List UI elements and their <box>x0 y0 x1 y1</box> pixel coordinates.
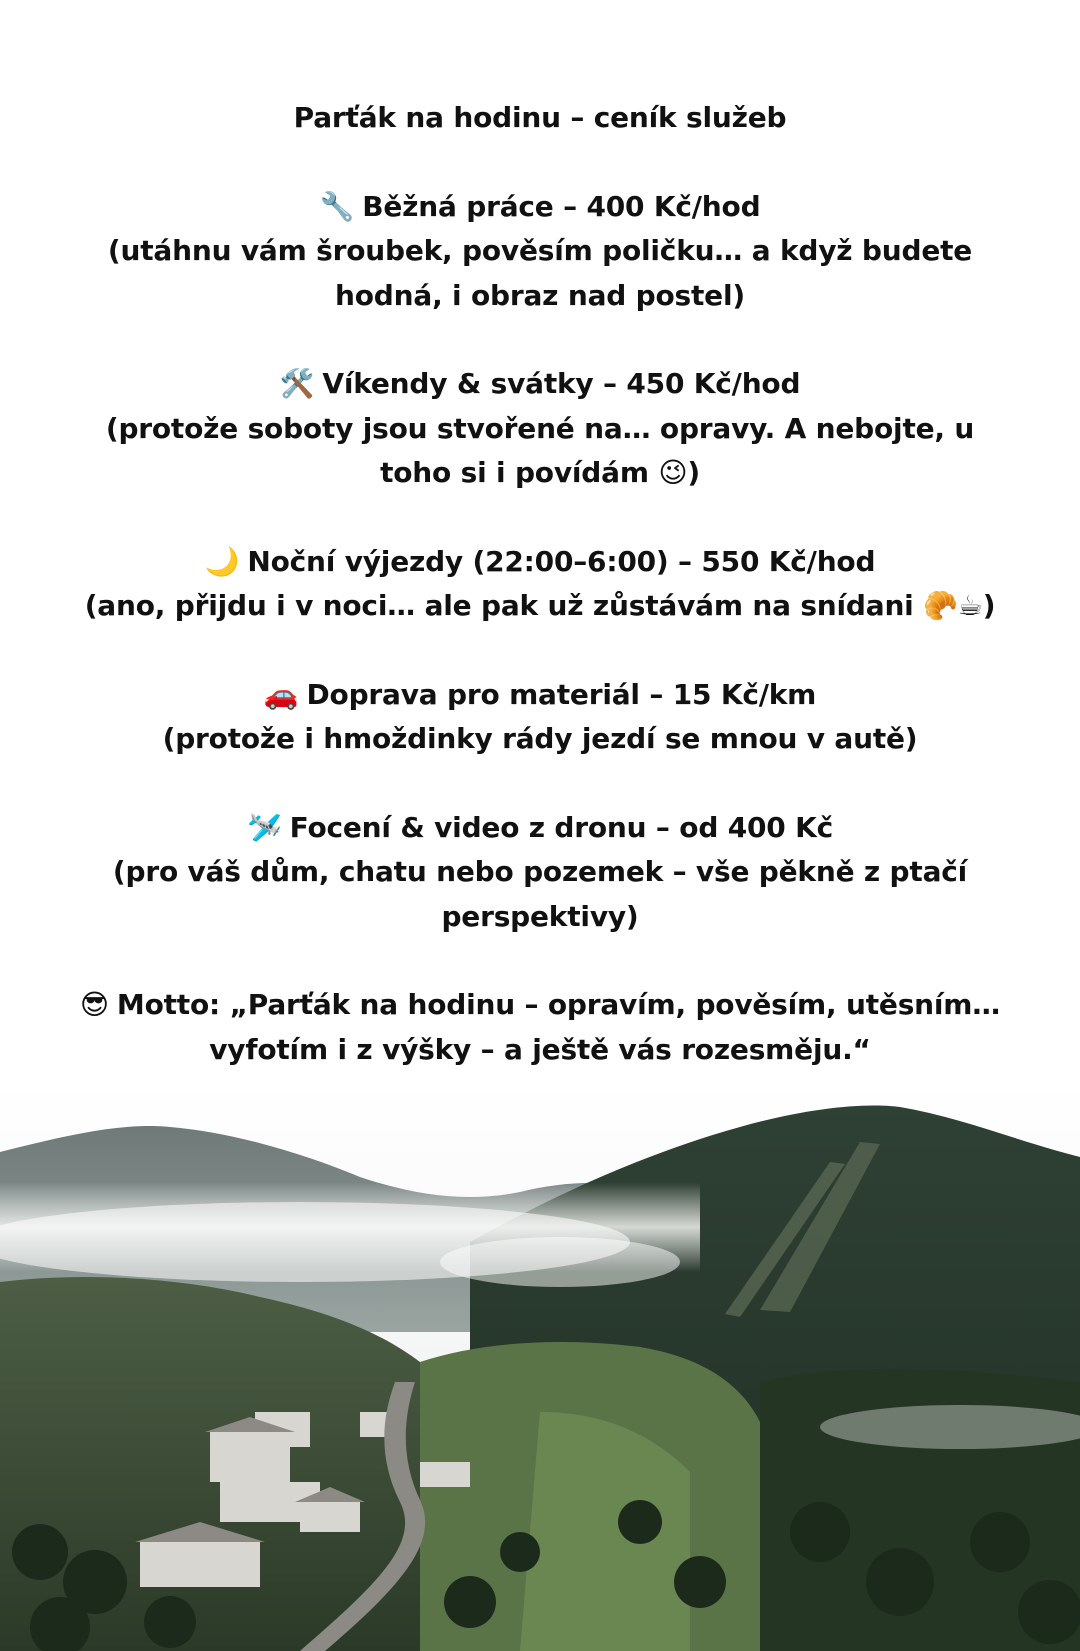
service-description-line: (utáhnu vám šroubek, pověsím poličku… a když budete <box>107 234 973 267</box>
hammer-and-wrench-icon: 🛠️ <box>279 367 315 400</box>
service-weekends <box>60 362 1020 496</box>
service-heading: 🛩️ Focení & video z dronu – od 400 Kč <box>60 806 1020 851</box>
service-transport <box>60 673 1020 762</box>
service-description-line: (pro váš dům, chatu nebo pozemek – vše pěkně z ptačí <box>112 855 968 888</box>
wrench-icon: 🔧 <box>319 189 355 223</box>
service-heading: 🚗 Doprava pro materiál – 15 Kč/km <box>60 673 1020 718</box>
service-heading: 🛠️ Víkendy & svátky – 450 Kč/hod <box>60 362 1020 407</box>
price-list <box>60 96 1020 1072</box>
motto-section <box>60 983 1020 1072</box>
aerial-mountain-valley-photo <box>0 1082 1080 1651</box>
sunglasses-face-icon: 😎 <box>79 988 109 1021</box>
car-icon: 🚗 <box>263 677 299 711</box>
service-drone <box>60 806 1020 940</box>
service-regular-work <box>60 185 1020 319</box>
crescent-moon-icon: 🌙 <box>204 544 240 578</box>
service-description-line: toho si i povídám 😉) <box>380 456 700 489</box>
service-heading: 🔧 Běžná práce – 400 Kč/hod <box>60 185 1020 230</box>
page-title: Parťák na hodinu – ceník služeb <box>293 101 787 134</box>
service-description-line: (ano, přijdu i v noci… ale pak už zůstávám na snídani 🥐☕) <box>84 589 996 622</box>
service-description-line: hodná, i obraz nad postel) <box>335 278 745 312</box>
service-description-line: (protože soboty jsou stvořené na… opravy. A nebojte, u <box>105 411 975 445</box>
service-description-line: (protože i hmoždinky rády jezdí se mnou v autě) <box>162 722 918 755</box>
motto-line: 😎 Motto: „Parťák na hodinu – opravím, pověsím, utěsním… <box>60 983 1020 1028</box>
service-description-line: perspektivy) <box>441 899 639 933</box>
drone-icon: 🛩️ <box>246 810 282 844</box>
title-section <box>60 96 1020 141</box>
motto-line: vyfotím i z výšky – a ještě vás rozesměju.“ <box>209 1032 871 1066</box>
service-heading: 🌙 Noční výjezdy (22:00–6:00) – 550 Kč/hod <box>60 540 1020 585</box>
service-night-trips <box>60 540 1020 629</box>
